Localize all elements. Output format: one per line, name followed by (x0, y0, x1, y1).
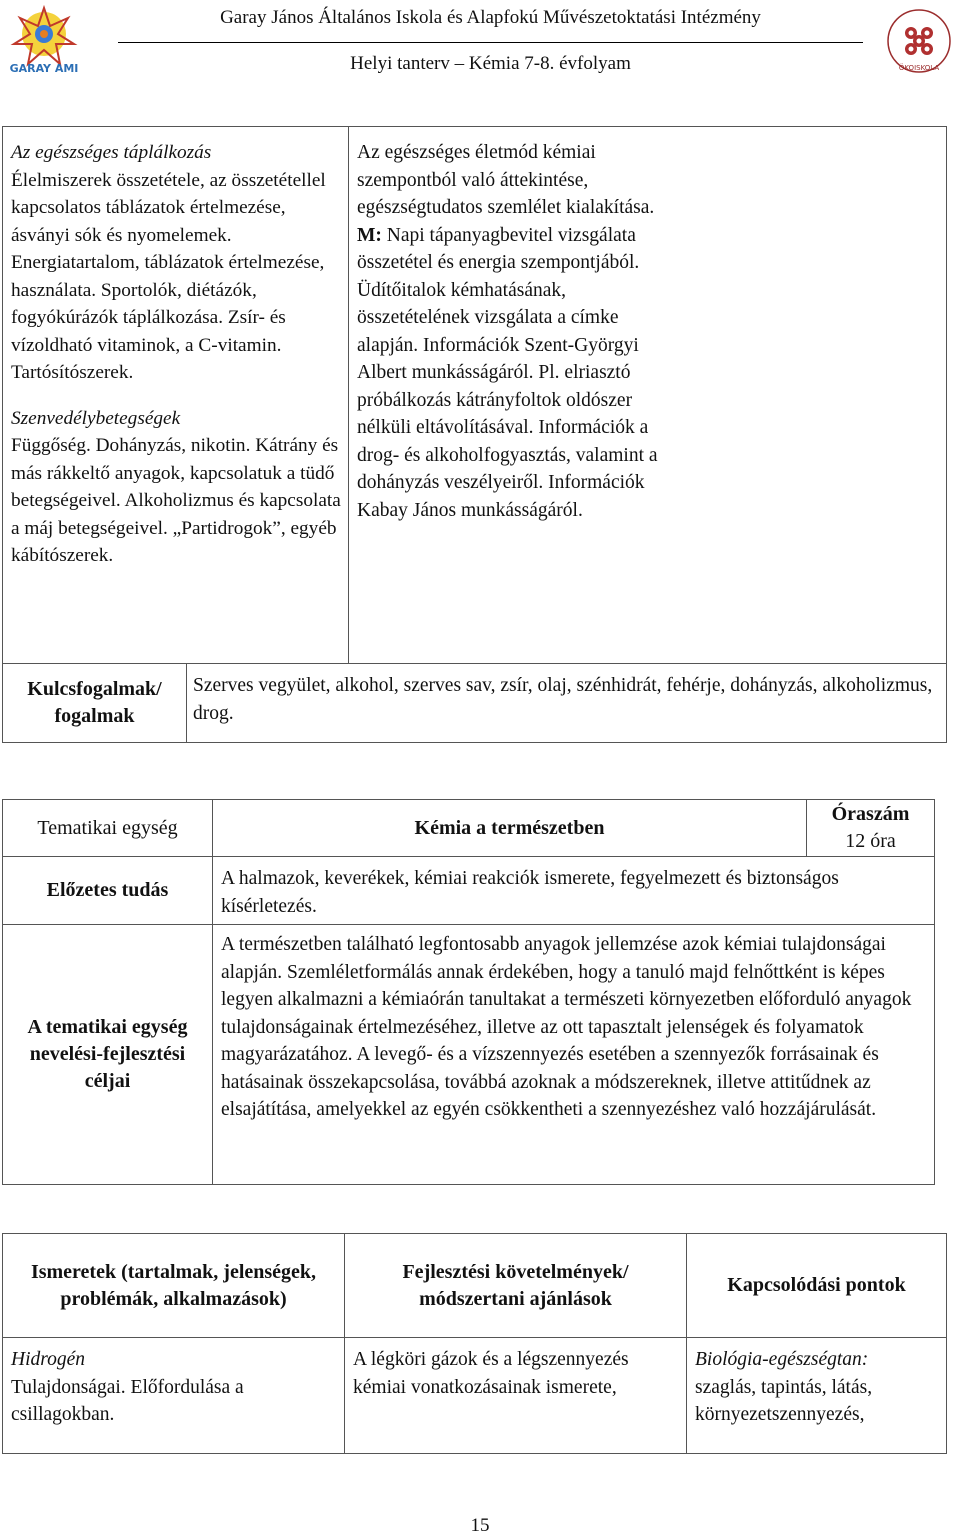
method-label: M: (357, 224, 382, 246)
knowledge-text: Tulajdonságai. Előfordulása a csillagokban. (11, 1376, 244, 1425)
topic-text: Függőség. Dohányzás, nikotin. Kátrány és más rákkeltő anyagok, kapcsolatuk a tüdő betegségeivel. Alkoholizmus és kapcsolata a máj betegségeivel. „Partidrogok”, egyéb kábítószerek. (11, 435, 341, 566)
requirements-cell-2 (345, 1338, 687, 1454)
content-table-1 (2, 126, 947, 743)
prior-knowledge-cell (213, 857, 935, 925)
connections-cell (687, 1338, 947, 1454)
key-concepts-label: Kulcsfogalmak/ fogalmak (3, 664, 187, 743)
svg-text:ÖKOISKOLA: ÖKOISKOLA (898, 64, 940, 72)
thematic-unit-table (2, 799, 935, 1185)
document-subtitle: Helyi tanterv – Kémia 7-8. évfolyam (350, 53, 631, 74)
goals-label: A tematikai egység nevelési-fejlesztési céljai (3, 925, 213, 1185)
requirements-cell (349, 127, 947, 664)
key-concepts-cell (187, 664, 947, 743)
topic-heading: Az egészséges táplálkozás (11, 142, 212, 163)
prior-knowledge-label: Előzetes tudás (3, 857, 213, 925)
goals-cell (213, 925, 935, 1185)
header-rule (118, 42, 863, 43)
connections-text: szaglás, tapintás, látás, környezetszennyezés, (695, 1376, 873, 1425)
eco-school-logo (884, 6, 954, 76)
knowledge-cell (3, 1338, 345, 1454)
hours-cell (807, 800, 935, 857)
page-number: 15 (470, 1515, 490, 1536)
content-cell (3, 127, 349, 664)
topic-text: Élelmiszerek összetétele, az összetétellel kapcsolatos táblázatok értelmezése, ásványi sók és nyomelemek. Energiatartalom, táblázatok értelmezése, használata. Sportolók, diétázók, fogyókúrázók táplálkozása. Zsír- és vízoldható vitaminok, a C-vitamin. Tartósítószerek. (11, 169, 326, 383)
school-name: Garay János Általános Iskola és Alapfokú Művészetoktatási Intézmény (220, 7, 761, 28)
col-header-requirements: Fejlesztési követelmények/ módszertani ajánlások (345, 1234, 687, 1338)
col-header-knowledge: Ismeretek (tartalmak, jelenségek, problémák, alkalmazások) (3, 1234, 345, 1338)
school-logo (8, 4, 80, 76)
hours-value: 12 óra (845, 830, 896, 852)
connections-heading: Biológia-egészségtan: (695, 1349, 869, 1370)
method-text: Napi tápanyagbevitel vizsgálata összetétel és energia szempontjából. Üdítőitalok kémhatásának, összetételének vizsgálata a címke alapján. Információk Szent-Györgyi Albert munkásságáról. Pl. elriasztó próbálkozás kátrányfoltok oldószer nélküli eltávolításával. Információk a drog- és alkoholfogyasztás, valamint a dohányzás veszélyeiről. Információk Kabay János munkásságáról. (357, 224, 658, 521)
requirements-text: Az egészséges életmód kémiai szempontból való áttekintése, egészségtudatos szemlélet kialakítása. (357, 142, 655, 218)
thematic-unit-label: Tematikai egység (3, 800, 213, 857)
prior-knowledge-text: A halmazok, keverékek, kémiai reakciók ismerete, fegyelmezett és biztonságos kísérletezés. (221, 868, 839, 917)
knowledge-heading: Hidrogén (11, 1349, 86, 1370)
goals-text: A természetben található legfontosabb anyagok jellemzése azok kémiai tulajdonságai alapján. Szemléletformálás annak érdekében, hogy a tanuló majd felnőttként is képes legyen alkalmazni a kémiaórán tanultakat a természeti környezetben előforduló anyagok tulajdonságainak értelmezéséhez, illetve az ott tapasztalt jelenségek és folyamatok magyarázatához. A levegő- és a vízszennyezés esetében a szennyezők forrásainak és hatásainak összekapcsolása, továbbá azoknak a módszereknek, illetve attitűdnek az elsajátítása, amelyekkel az egyén csökkentheti a szennyezéshez való hozzájárulását. (221, 934, 912, 1120)
svg-text:GARAY AMI: GARAY AMI (9, 62, 79, 75)
requirements-text-2: A légköri gázok és a légszennyezés kémiai vonatkozásainak ismerete, (353, 1349, 629, 1398)
col-header-connections: Kapcsolódási pontok (687, 1234, 947, 1338)
content-table-3 (2, 1233, 947, 1454)
key-concepts-text: Szerves vegyület, alkohol, szerves sav, zsír, olaj, szénhidrát, fehérje, dohányzás, alkoholizmus, drog. (193, 675, 933, 724)
topic-heading: Szenvedélybetegségek (11, 407, 181, 429)
thematic-unit-title: Kémia a természetben (213, 800, 807, 857)
hours-label: Óraszám (831, 803, 910, 825)
